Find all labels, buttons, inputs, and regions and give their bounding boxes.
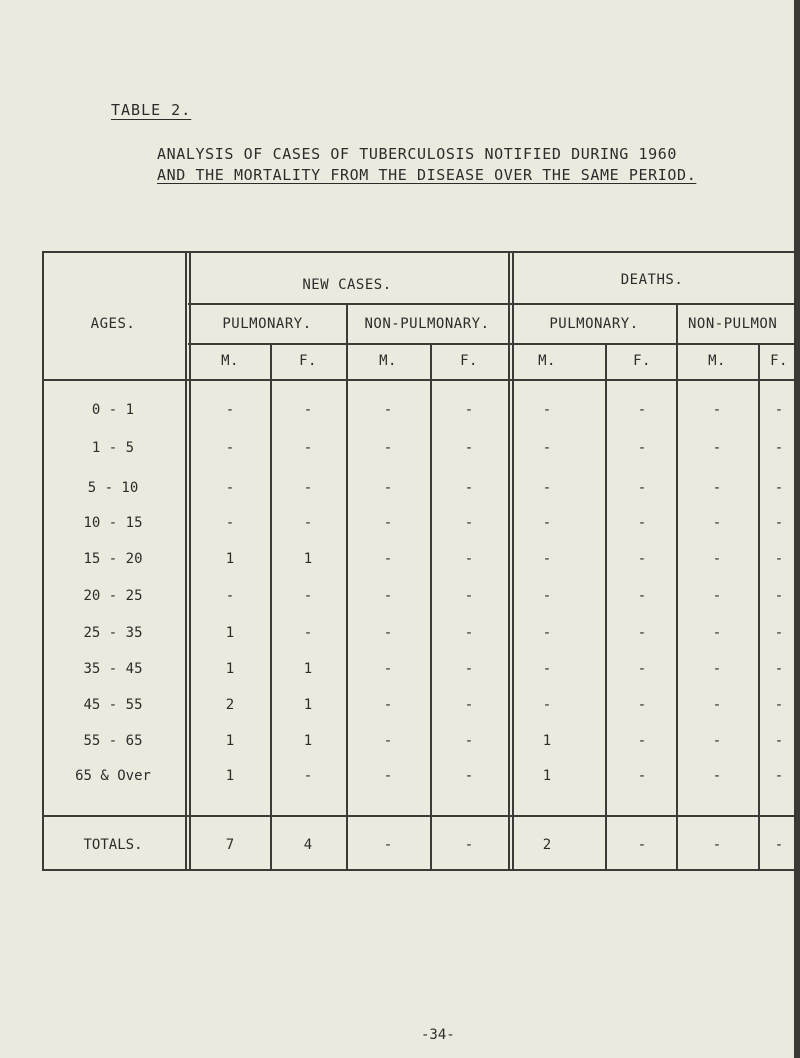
age-group-label: 15 - 20 — [83, 551, 143, 567]
totals-top-rule — [42, 815, 794, 817]
table-cell: - — [637, 768, 647, 784]
table-cell: 1 — [542, 733, 552, 749]
header-new-pulm-f: F. — [299, 353, 317, 369]
table-cell: - — [464, 515, 474, 531]
table-cell: - — [712, 551, 722, 567]
totals-cell: 7 — [225, 837, 235, 853]
table-cell: 1 — [225, 551, 235, 567]
col-divider-6 — [676, 303, 678, 871]
table-cell: - — [637, 480, 647, 496]
table-cell: - — [712, 480, 722, 496]
table-cell: - — [303, 768, 313, 784]
table-cell: - — [383, 440, 393, 456]
table-cell: - — [383, 588, 393, 604]
table-cell: - — [712, 588, 722, 604]
table-cell: 1 — [225, 733, 235, 749]
table-cell: - — [383, 733, 393, 749]
table-cell: - — [712, 661, 722, 677]
table-cell: - — [383, 625, 393, 641]
header-deaths-pulm-m: M. — [538, 353, 556, 369]
totals-cell: - — [774, 837, 784, 853]
table-cell: - — [542, 515, 552, 531]
table-cell: - — [637, 402, 647, 418]
table-cell: - — [464, 402, 474, 418]
header-deaths-nonpulm-f: F. — [770, 353, 788, 369]
header-deaths-pulmonary: PULMONARY. — [549, 316, 639, 332]
table-cell: - — [542, 697, 552, 713]
table-cell: - — [774, 661, 784, 677]
table-cell: - — [542, 661, 552, 677]
table-cell: - — [774, 480, 784, 496]
table-cell: - — [225, 480, 235, 496]
group-header-rule — [188, 303, 794, 305]
table-cell: 1 — [225, 661, 235, 677]
table-cell: - — [303, 440, 313, 456]
header-new-nonpulm-f: F. — [460, 353, 478, 369]
table-cell: - — [464, 440, 474, 456]
table-cell: - — [464, 768, 474, 784]
header-new-pulmonary: PULMONARY. — [222, 316, 312, 332]
table-cell: - — [383, 551, 393, 567]
table-cell: - — [383, 480, 393, 496]
table-cell: - — [464, 551, 474, 567]
table-cell: - — [225, 515, 235, 531]
table-cell: - — [303, 402, 313, 418]
ages-divider-b — [189, 251, 191, 871]
age-group-label: 45 - 55 — [83, 697, 143, 713]
deaths-divider-a — [508, 251, 510, 871]
table-cell: - — [637, 515, 647, 531]
table-cell: - — [712, 440, 722, 456]
age-group-label: 65 & Over — [75, 768, 151, 784]
page-number: -34- — [421, 1027, 455, 1043]
table-cell: 1 — [225, 768, 235, 784]
ages-divider-a — [185, 251, 187, 871]
header-new-cases: NEW CASES. — [302, 277, 392, 293]
table-cell: - — [225, 588, 235, 604]
left-border — [42, 251, 44, 871]
header-deaths-non-pulmonary: NON-PULMON — [688, 316, 778, 332]
table-cell: - — [774, 515, 784, 531]
table-bottom-rule — [42, 869, 794, 871]
table-cell: - — [383, 515, 393, 531]
totals-cell: - — [712, 837, 722, 853]
table-cell: - — [712, 768, 722, 784]
age-group-label: 35 - 45 — [83, 661, 143, 677]
subgroup-header-rule — [188, 343, 794, 345]
table-cell: - — [774, 697, 784, 713]
table-cell: 1 — [303, 697, 313, 713]
table-cell: 1 — [303, 733, 313, 749]
header-deaths-nonpulm-m: M. — [708, 353, 726, 369]
age-group-label: 25 - 35 — [83, 625, 143, 641]
col-divider-5 — [605, 343, 607, 871]
table-cell: - — [637, 440, 647, 456]
table-cell: - — [637, 733, 647, 749]
totals-cell: - — [637, 837, 647, 853]
table-top-rule — [42, 251, 794, 253]
table-cell: 1 — [225, 625, 235, 641]
totals-cell: - — [464, 837, 474, 853]
totals-cell: 4 — [303, 837, 313, 853]
table-cell: - — [774, 768, 784, 784]
table-cell: - — [303, 588, 313, 604]
header-new-nonpulm-m: M. — [379, 353, 397, 369]
col-divider-7 — [758, 343, 760, 871]
table-cell: - — [637, 625, 647, 641]
table-cell: - — [774, 625, 784, 641]
table-cell: - — [464, 733, 474, 749]
age-group-label: 5 - 10 — [87, 480, 139, 496]
table-cell: 1 — [303, 661, 313, 677]
table-cell: - — [542, 625, 552, 641]
age-group-label: 20 - 25 — [83, 588, 143, 604]
table-cell: - — [303, 480, 313, 496]
table-cell: - — [637, 551, 647, 567]
table-cell: 1 — [542, 768, 552, 784]
page-edge — [794, 0, 800, 1058]
table-title-line-2: AND THE MORTALITY FROM THE DISEASE OVER THE SAME PERIOD. — [157, 166, 697, 184]
table-cell: - — [464, 588, 474, 604]
table-cell: - — [464, 697, 474, 713]
age-group-label: 1 - 5 — [91, 440, 135, 456]
table-cell: - — [712, 697, 722, 713]
table-cell: - — [303, 625, 313, 641]
age-group-label: 10 - 15 — [83, 515, 143, 531]
table-cell: - — [542, 440, 552, 456]
table-cell: - — [712, 402, 722, 418]
table-cell: - — [774, 551, 784, 567]
table-label: TABLE 2. — [111, 101, 192, 119]
table-cell: - — [712, 515, 722, 531]
table-cell: - — [712, 625, 722, 641]
deaths-divider-b — [512, 251, 514, 871]
age-group-label: 0 - 1 — [91, 402, 135, 418]
header-deaths: DEATHS. — [620, 272, 684, 288]
age-group-label: 55 - 65 — [83, 733, 143, 749]
table-cell: - — [464, 480, 474, 496]
table-cell: - — [464, 625, 474, 641]
table-cell: 1 — [303, 551, 313, 567]
table-cell: - — [774, 588, 784, 604]
col-divider-3 — [430, 343, 432, 871]
table-cell: - — [542, 551, 552, 567]
table-cell: - — [464, 661, 474, 677]
table-cell: - — [774, 733, 784, 749]
table-cell: - — [542, 588, 552, 604]
table-cell: - — [637, 588, 647, 604]
table-cell: - — [774, 402, 784, 418]
table-cell: - — [303, 515, 313, 531]
header-bottom-rule — [42, 379, 794, 381]
col-divider-1 — [270, 343, 272, 871]
table-cell: - — [712, 733, 722, 749]
table-cell: - — [637, 661, 647, 677]
col-divider-2 — [346, 303, 348, 871]
table-cell: - — [542, 480, 552, 496]
table-cell: - — [225, 402, 235, 418]
table-cell: - — [542, 402, 552, 418]
header-new-pulm-m: M. — [221, 353, 239, 369]
table-cell: - — [383, 697, 393, 713]
table-title-line-1: ANALYSIS OF CASES OF TUBERCULOSIS NOTIFIED DURING 1960 — [157, 145, 678, 163]
header-ages: AGES. — [90, 316, 136, 332]
totals-label: TOTALS. — [83, 837, 143, 853]
table-cell: - — [225, 440, 235, 456]
table-cell: - — [774, 440, 784, 456]
totals-cell: - — [383, 837, 393, 853]
table-cell: - — [383, 661, 393, 677]
totals-cell: 2 — [542, 837, 552, 853]
header-deaths-pulm-f: F. — [633, 353, 651, 369]
table-cell: - — [383, 768, 393, 784]
table-cell: 2 — [225, 697, 235, 713]
header-new-non-pulmonary: NON-PULMONARY. — [364, 316, 490, 332]
table-cell: - — [383, 402, 393, 418]
table-cell: - — [637, 697, 647, 713]
